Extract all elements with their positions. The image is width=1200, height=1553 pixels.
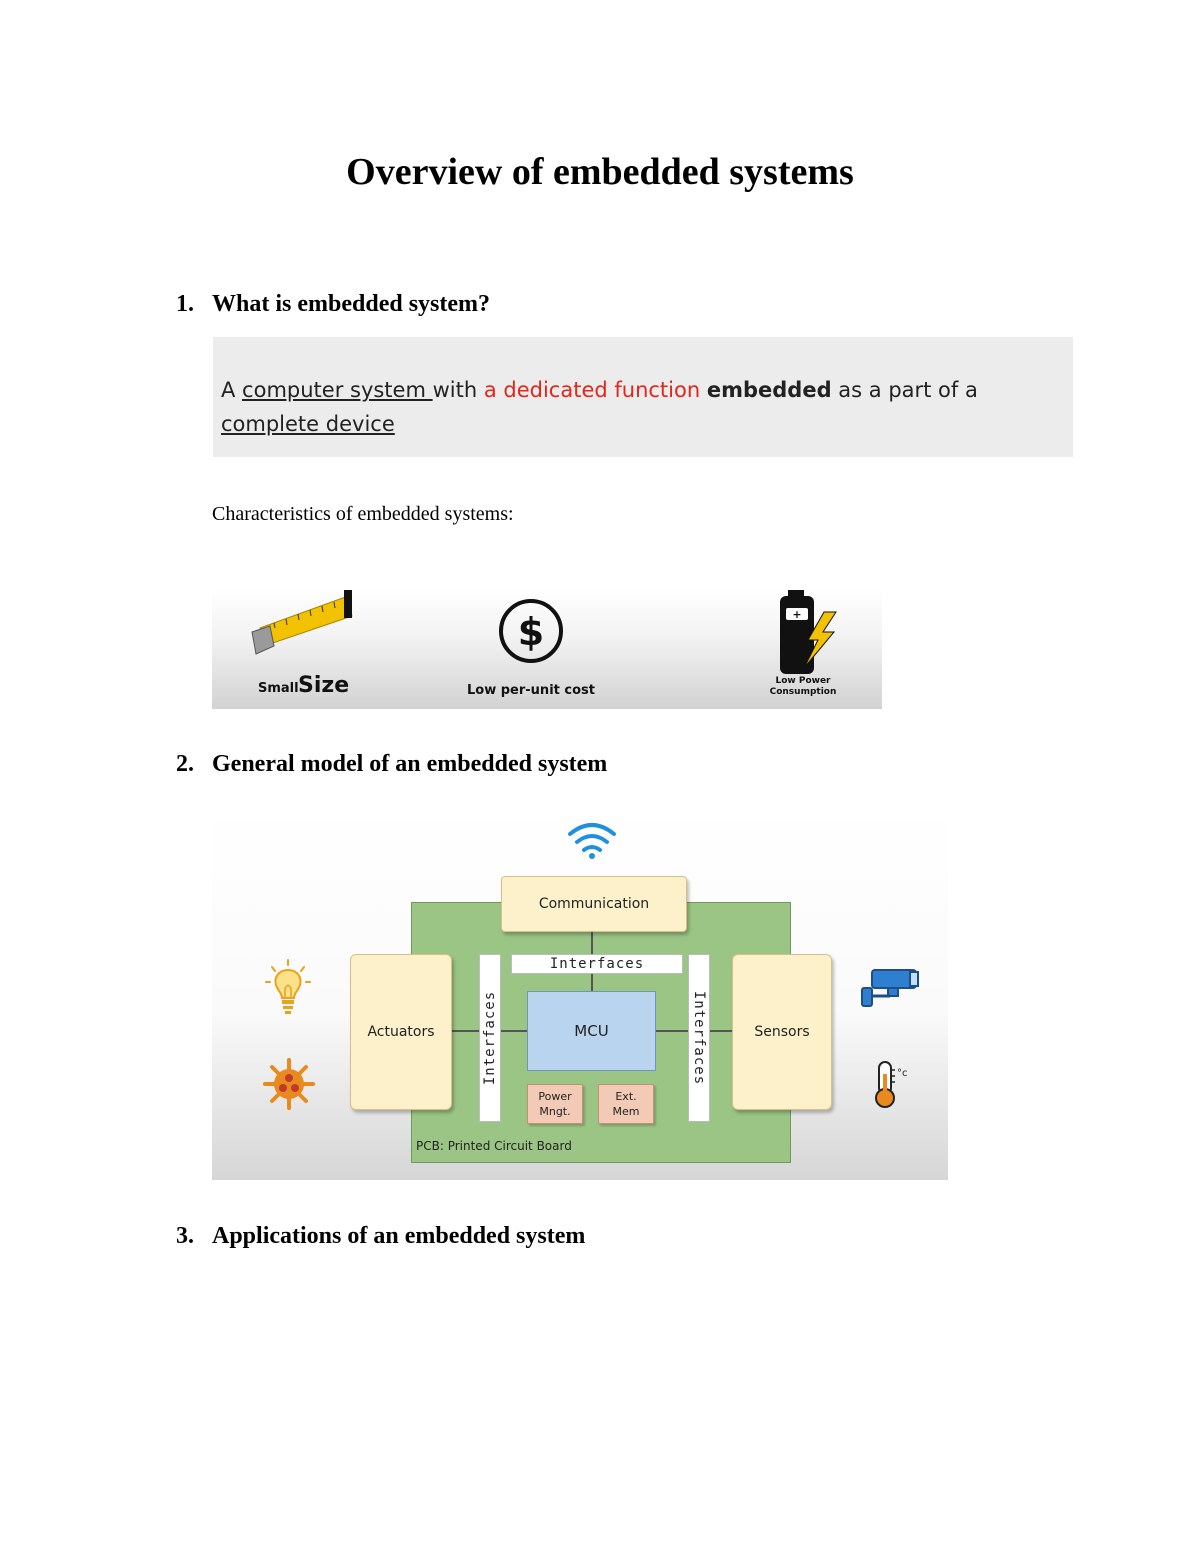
interfaces-right-label: Interfaces [691,990,708,1086]
interfaces-left-label: Interfaces [482,990,499,1086]
dollar-symbol: $ [517,610,545,654]
security-camera-icon [860,964,922,1010]
definition-text [221,373,1061,441]
section-heading-2 [176,751,607,778]
external-memory-block [598,1084,654,1124]
dollar-icon [501,601,561,661]
section-number: 1. [176,291,194,317]
section-title: Applications of an embedded system [212,1223,586,1249]
interfaces-top-block: Interfaces [511,954,683,974]
mem-label-line1: Ext. [615,1090,637,1103]
wifi-icon [564,820,620,860]
power-label-line1: Low Power [775,676,831,686]
thermometer-unit: °c [897,1068,908,1079]
svg-text:+: + [792,608,802,621]
characteristics-image [212,588,882,709]
interfaces-left-block [479,954,501,1122]
characteristics-illustration [212,588,882,709]
page-title: Overview of embedded systems [346,151,854,193]
definition-underlined: computer system [242,378,433,402]
section-title: General model of an embedded system [212,751,608,777]
definition-box [213,337,1073,457]
lightbulb-icon [264,958,312,1018]
size-label: Size [298,673,350,698]
power-label-line2: Mngt. [539,1105,571,1118]
definition-fragment [700,378,707,402]
size-small-label: Small [258,681,299,696]
section-heading-3 [176,1223,585,1250]
sensors-block: Sensors [732,954,832,1110]
communication-block: Communication [501,876,687,932]
definition-underlined: complete device [221,412,395,436]
actuators-block: Actuators [350,954,452,1110]
mcu-block: MCU [527,991,656,1071]
cost-label: Low per-unit cost [467,683,595,698]
definition-fragment: as a part of a [831,378,978,402]
power-management-block [527,1084,583,1124]
definition-fragment: A [221,378,243,402]
interfaces-right-block [688,954,710,1122]
characteristics-label: Characteristics of embedded systems: [212,503,514,525]
tape-measure-icon [252,590,352,654]
section-number: 3. [176,1223,194,1249]
power-label-line1: Power [538,1090,572,1103]
section-heading-1 [176,291,490,318]
power-label-line2: Consumption [769,687,837,697]
thermometer-icon [870,1060,914,1110]
battery-icon [780,590,836,674]
definition-fragment: with [432,378,484,402]
pcb-label: PCB: Printed Circuit Board [416,1139,572,1153]
definition-bold: embedded [706,378,832,402]
section-number: 2. [176,751,194,777]
mem-label-line2: Mem [612,1105,640,1118]
virus-icon [262,1058,316,1110]
embedded-model-diagram [212,808,948,1180]
section-title: What is embedded system? [212,291,491,317]
definition-highlight: a dedicated function [483,378,701,402]
